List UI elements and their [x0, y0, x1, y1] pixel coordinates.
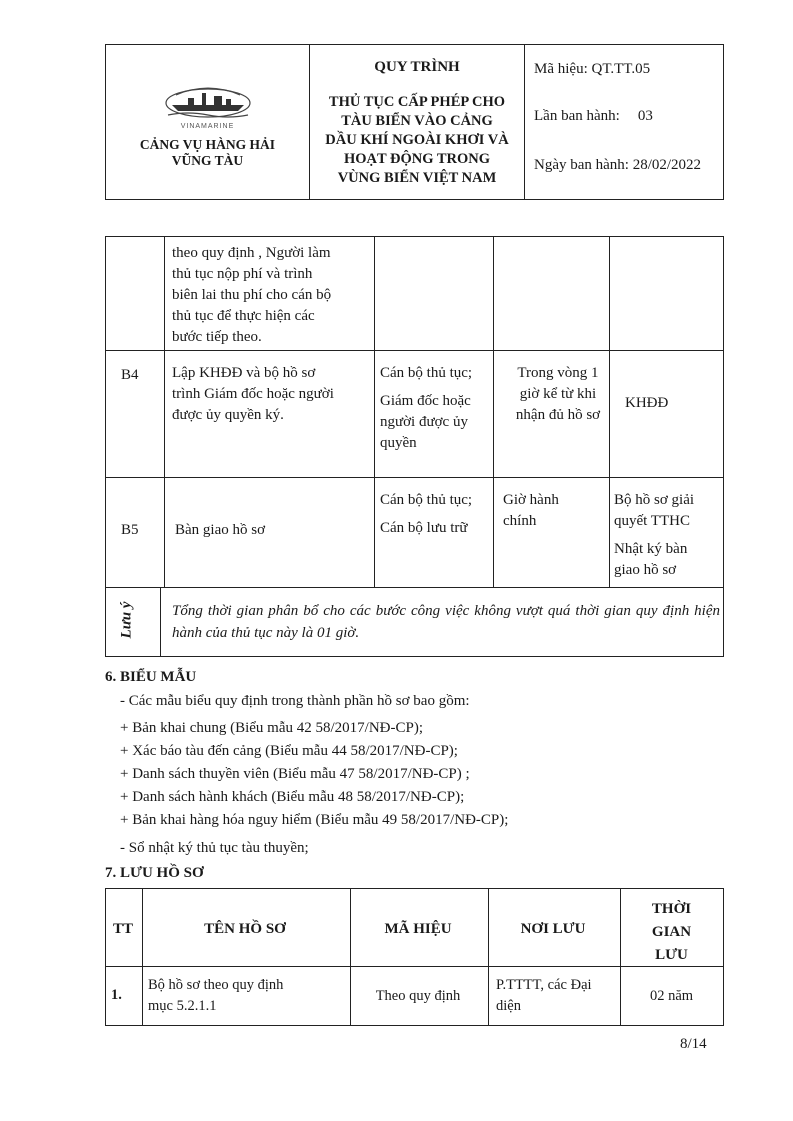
column-header-place: NƠI LƯU [520, 921, 586, 937]
document-type: QUY TRÌNH [374, 59, 460, 75]
note-text: Tổng thời gian phân bổ cho các bước công việc không vượt quá thời gian quy định hiện hành của thủ tục này là 01 giờ. [172, 603, 720, 641]
record-place: P.TTTT, các Đại diện [496, 977, 592, 1014]
section-heading: 6. BIỂU MẪU [105, 669, 197, 685]
form-item: + Danh sách thuyền viên (Biểu mẫu 47 58/2017/NĐ-CP) ; [120, 766, 470, 782]
note-label: Lưu ý [118, 601, 135, 639]
section-intro: - Các mẫu biểu quy định trong thành phần hồ sơ bao gồm: [120, 693, 470, 709]
section-heading: 7. LƯU HỒ SƠ [105, 865, 204, 881]
step-responsible: Cán bộ thủ tục; Cán bộ lưu trữ [380, 492, 473, 536]
column-header-name: TÊN HỒ SƠ [204, 921, 286, 937]
document-title-block [310, 45, 524, 201]
step-content: Lập KHĐĐ và bộ hồ sơ trình Giám đốc hoặc người được ủy quyền ký. [172, 365, 334, 423]
step-time: Giờ hành chính [503, 492, 559, 529]
document-title: THỦ TỤC CẤP PHÉP CHO TÀU BIỂN VÀO CẢNG DẦU KHÍ NGOÀI KHƠI VÀ HOẠT ĐỘNG TRONG VÙNG BIỂN VIỆT NAM [325, 94, 509, 186]
issue-date: Ngày ban hành: 28/02/2022 [534, 157, 702, 173]
column-header-tt: TT [112, 921, 133, 937]
step-responsible: Cán bộ thủ tục; Giám đốc hoặc người được ủy quyền [380, 365, 473, 451]
step-content: Bàn giao hồ sơ [175, 522, 266, 538]
organization-name: CẢNG VỤ HÀNG HẢI VŨNG TÀU [139, 137, 276, 168]
document-header [105, 44, 724, 200]
record-period: 02 năm [649, 988, 694, 1004]
step-time: Trong vòng 1 giờ kể từ khi nhận đủ hồ sơ [515, 365, 601, 423]
form-item: + Xác báo tàu đến cảng (Biểu mẫu 44 58/2017/NĐ-CP); [120, 743, 458, 759]
vinamarine-logo-icon [158, 81, 258, 123]
step-result: Bộ hồ sơ giải quyết TTHC Nhật ký bàn giao hồ sơ [614, 492, 695, 578]
form-item: + Danh sách hành khách (Biểu mẫu 48 58/2017/NĐ-CP); [120, 789, 465, 805]
step-continuation-text: theo quy định , Người làm thủ tục nộp phí và trình biên lai thu phí cho cán bộ thủ tục để thực hiện các bước tiếp theo. [172, 245, 332, 345]
page-number: 8/14 [680, 1036, 707, 1052]
record-name: Bộ hồ sơ theo quy định mục 5.2.1.1 [148, 977, 284, 1014]
record-code: Theo quy định [375, 988, 461, 1004]
column-header-code: MÃ HIỆU [384, 921, 452, 937]
step-result: KHĐĐ [625, 395, 669, 411]
org-logo-block [106, 45, 309, 201]
form-item: + Bản khai chung (Biểu mẫu 42 58/2017/NĐ-CP); [120, 720, 424, 736]
logo-text: VINAMARINE [180, 123, 235, 130]
form-item: - Sổ nhật ký thủ tục tàu thuyền; [120, 840, 309, 856]
step-number: B4 [121, 367, 139, 383]
record-tt: 1. [111, 987, 122, 1003]
document-code: Mã hiệu: QT.TT.05 [534, 61, 651, 77]
step-number: B5 [121, 522, 139, 538]
form-item: + Bản khai hàng hóa nguy hiểm (Biểu mẫu 49 58/2017/NĐ-CP); [120, 812, 509, 828]
column-header-period: THỜI GIAN LƯU [651, 901, 692, 963]
issue-number: Lần ban hành: 03 [534, 108, 653, 124]
